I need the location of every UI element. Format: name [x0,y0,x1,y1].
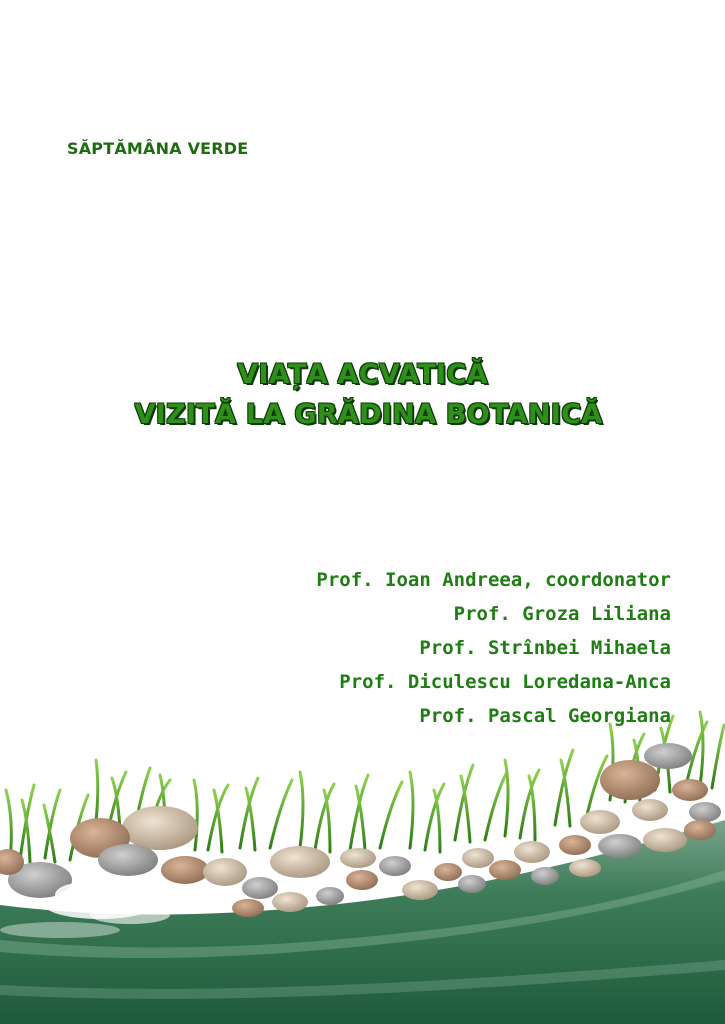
document-title [0,355,725,435]
author-line: Prof. Pascal Georgiana [419,705,671,727]
author-line: Prof. Diculescu Loredana-Anca [339,671,671,693]
title-line-2: VIZITĂ LA GRĂDINA BOTANICĂ [134,399,603,430]
author-line: Prof. Groza Liliana [453,603,671,625]
author-line: Prof. Ioan Andreea, coordonator [316,569,671,591]
title-line-1: VIAȚA ACVATICĂ [237,359,488,390]
author-line: Prof. Strînbei Mihaela [419,637,671,659]
header-label: SĂPTĂMÂNA VERDE [67,139,249,158]
authors-list [316,563,671,733]
